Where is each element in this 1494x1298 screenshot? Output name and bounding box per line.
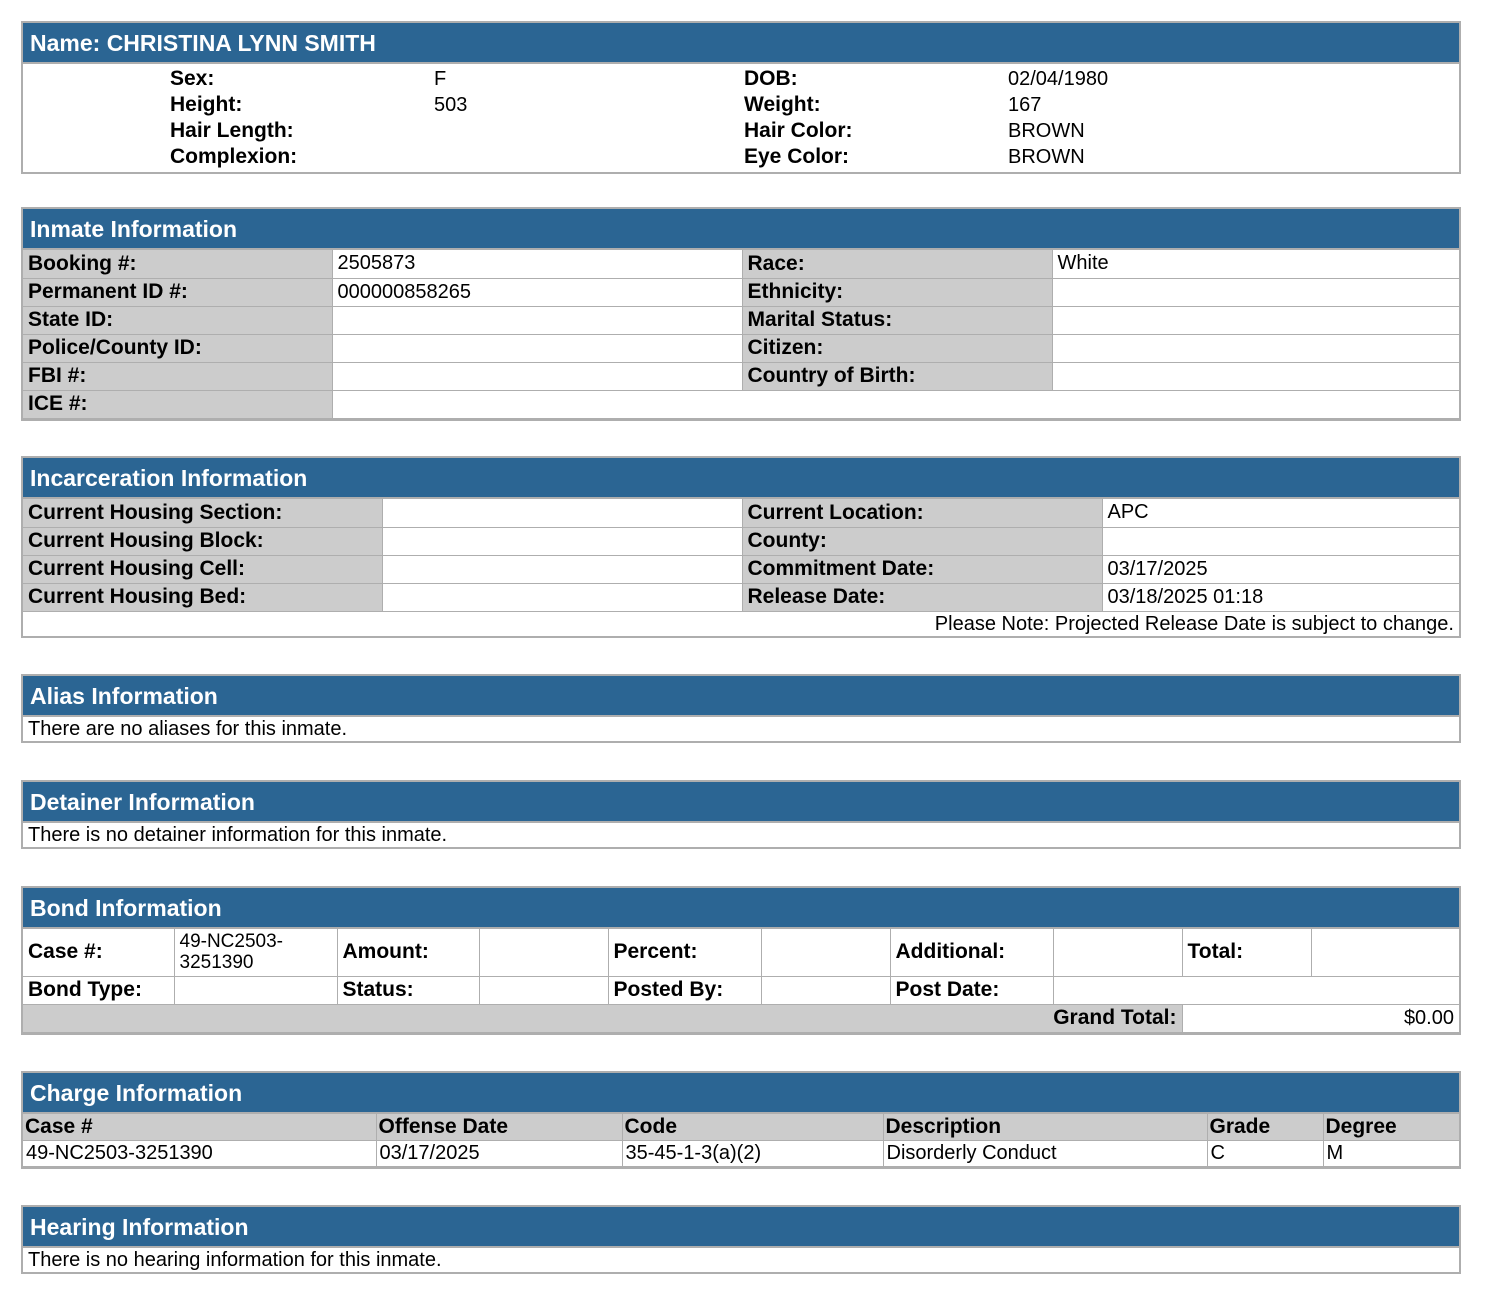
police-county-id-label: Police/County ID: <box>23 334 332 362</box>
commitment-date-value: 03/17/2025 <box>1102 555 1459 583</box>
hair-length-value <box>434 118 744 144</box>
table-row <box>23 1140 1459 1166</box>
height-value: 503 <box>434 93 468 116</box>
grand-total-row <box>23 1004 1459 1032</box>
housing-section-value <box>382 499 742 527</box>
hair-length-label: Hair Length: <box>170 119 294 142</box>
table-row <box>23 306 1459 334</box>
complexion-value <box>434 144 744 170</box>
alias-header: Alias Information <box>23 676 1459 717</box>
posted-by-label: Posted By: <box>608 976 761 1004</box>
charge-description: Disorderly Conduct <box>883 1140 1207 1166</box>
post-date-label: Post Date: <box>890 976 1053 1004</box>
case-value: 49-NC2503-3251390 <box>174 929 337 976</box>
charge-header-row <box>23 1114 1459 1140</box>
name-details-table <box>23 66 1459 170</box>
weight-value: 167 <box>1008 93 1042 116</box>
current-location-value: APC <box>1102 499 1459 527</box>
table-row <box>23 976 1459 1004</box>
table-row <box>23 499 1459 527</box>
name-row <box>23 66 1459 92</box>
dob-value: 02/04/1980 <box>1008 67 1109 90</box>
col-offense-date: Offense Date <box>376 1114 622 1140</box>
col-case: Case # <box>23 1114 376 1140</box>
percent-label: Percent: <box>608 929 761 976</box>
additional-value <box>1053 929 1182 976</box>
hearing-section <box>21 1205 1461 1274</box>
permanent-id-value: 000000858265 <box>332 278 742 306</box>
total-value <box>1311 929 1459 976</box>
fbi-value <box>332 362 742 390</box>
race-label: Race: <box>742 250 1052 278</box>
bond-table <box>23 929 1459 1033</box>
grand-total-label: Grand Total: <box>23 1004 1182 1032</box>
housing-bed-label: Current Housing Bed: <box>23 583 382 611</box>
bond-type-label: Bond Type: <box>23 976 174 1004</box>
name-row <box>23 92 1459 118</box>
weight-label: Weight: <box>744 93 821 116</box>
incarceration-section <box>21 456 1461 638</box>
ethnicity-value <box>1052 278 1459 306</box>
name-row <box>23 118 1459 144</box>
col-code: Code <box>622 1114 883 1140</box>
status-value <box>479 976 608 1004</box>
charge-degree: M <box>1323 1140 1459 1166</box>
additional-label: Additional: <box>890 929 1053 976</box>
current-location-label: Current Location: <box>742 499 1102 527</box>
total-label: Total: <box>1182 929 1311 976</box>
housing-section-label: Current Housing Section: <box>23 499 382 527</box>
alias-section <box>21 674 1461 743</box>
hearing-message: There is no hearing information for this inmate. <box>28 1249 442 1271</box>
post-date-value <box>1053 976 1459 1004</box>
permanent-id-label: Permanent ID #: <box>23 278 332 306</box>
race-value: White <box>1052 250 1459 278</box>
grand-total-value: $0.00 <box>1182 1004 1459 1032</box>
table-row <box>23 390 1459 418</box>
table-row <box>23 334 1459 362</box>
col-degree: Degree <box>1323 1114 1459 1140</box>
sex-value: F <box>434 67 447 90</box>
sex-label: Sex: <box>170 67 215 90</box>
fbi-label: FBI #: <box>23 362 332 390</box>
case-label: Case #: <box>23 929 174 976</box>
complexion-label: Complexion: <box>170 145 298 168</box>
status-label: Status: <box>337 976 479 1004</box>
hair-color-label: Hair Color: <box>744 119 853 142</box>
incarceration-header: Incarceration Information <box>23 458 1459 499</box>
country-of-birth-label: Country of Birth: <box>742 362 1052 390</box>
table-row <box>23 278 1459 306</box>
table-row <box>23 527 1459 555</box>
country-of-birth-value <box>1052 362 1459 390</box>
charge-offense-date: 03/17/2025 <box>376 1140 622 1166</box>
charge-section <box>21 1071 1461 1169</box>
inmate-header: Inmate Information <box>23 209 1459 250</box>
marital-status-value <box>1052 306 1459 334</box>
inmate-table <box>23 250 1459 419</box>
charge-header: Charge Information <box>23 1073 1459 1114</box>
charge-code: 35-45-1-3(a)(2) <box>622 1140 883 1166</box>
hearing-header: Hearing Information <box>23 1207 1459 1248</box>
percent-value <box>761 929 890 976</box>
housing-cell-value <box>382 555 742 583</box>
housing-cell-label: Current Housing Cell: <box>23 555 382 583</box>
ice-label: ICE #: <box>23 390 332 418</box>
release-date-value: 03/18/2025 01:18 <box>1102 583 1459 611</box>
commitment-date-label: Commitment Date: <box>742 555 1102 583</box>
name-header: Name: CHRISTINA LYNN SMITH <box>23 23 1459 64</box>
housing-bed-value <box>382 583 742 611</box>
height-label: Height: <box>170 93 243 116</box>
state-id-value <box>332 306 742 334</box>
housing-block-label: Current Housing Block: <box>23 527 382 555</box>
detainer-message: There is no detainer information for this inmate. <box>28 824 448 846</box>
inmate-section <box>21 207 1461 421</box>
bond-section <box>21 886 1461 1035</box>
marital-status-label: Marital Status: <box>742 306 1052 334</box>
table-row <box>23 583 1459 611</box>
release-date-label: Release Date: <box>742 583 1102 611</box>
name-row <box>23 144 1459 170</box>
charge-table <box>23 1114 1459 1167</box>
booking-value: 2505873 <box>332 250 742 278</box>
detainer-section <box>21 780 1461 849</box>
incarceration-table <box>23 499 1459 612</box>
hair-color-value: BROWN <box>1008 119 1085 142</box>
posted-by-value <box>761 976 890 1004</box>
table-row <box>23 250 1459 278</box>
table-row <box>23 555 1459 583</box>
eye-color-value: BROWN <box>1008 145 1085 168</box>
col-description: Description <box>883 1114 1207 1140</box>
citizen-value <box>1052 334 1459 362</box>
dob-label: DOB: <box>744 67 798 90</box>
charge-case: 49-NC2503-3251390 <box>23 1140 376 1166</box>
detainer-header: Detainer Information <box>23 782 1459 823</box>
name-section <box>21 21 1461 174</box>
table-row <box>23 362 1459 390</box>
amount-value <box>479 929 608 976</box>
ice-value <box>332 390 1459 418</box>
ethnicity-label: Ethnicity: <box>742 278 1052 306</box>
bond-type-value <box>174 976 337 1004</box>
police-county-id-value <box>332 334 742 362</box>
county-label: County: <box>742 527 1102 555</box>
bond-header: Bond Information <box>23 888 1459 929</box>
table-row <box>23 929 1459 976</box>
alias-message: There are no aliases for this inmate. <box>28 718 348 740</box>
col-grade: Grade <box>1207 1114 1323 1140</box>
state-id-label: State ID: <box>23 306 332 334</box>
county-value <box>1102 527 1459 555</box>
amount-label: Amount: <box>337 929 479 976</box>
release-date-note: Please Note: Projected Release Date is subject to change. <box>934 612 1454 635</box>
citizen-label: Citizen: <box>742 334 1052 362</box>
charge-grade: C <box>1207 1140 1323 1166</box>
booking-label: Booking #: <box>23 250 332 278</box>
eye-color-label: Eye Color: <box>744 145 850 168</box>
housing-block-value <box>382 527 742 555</box>
